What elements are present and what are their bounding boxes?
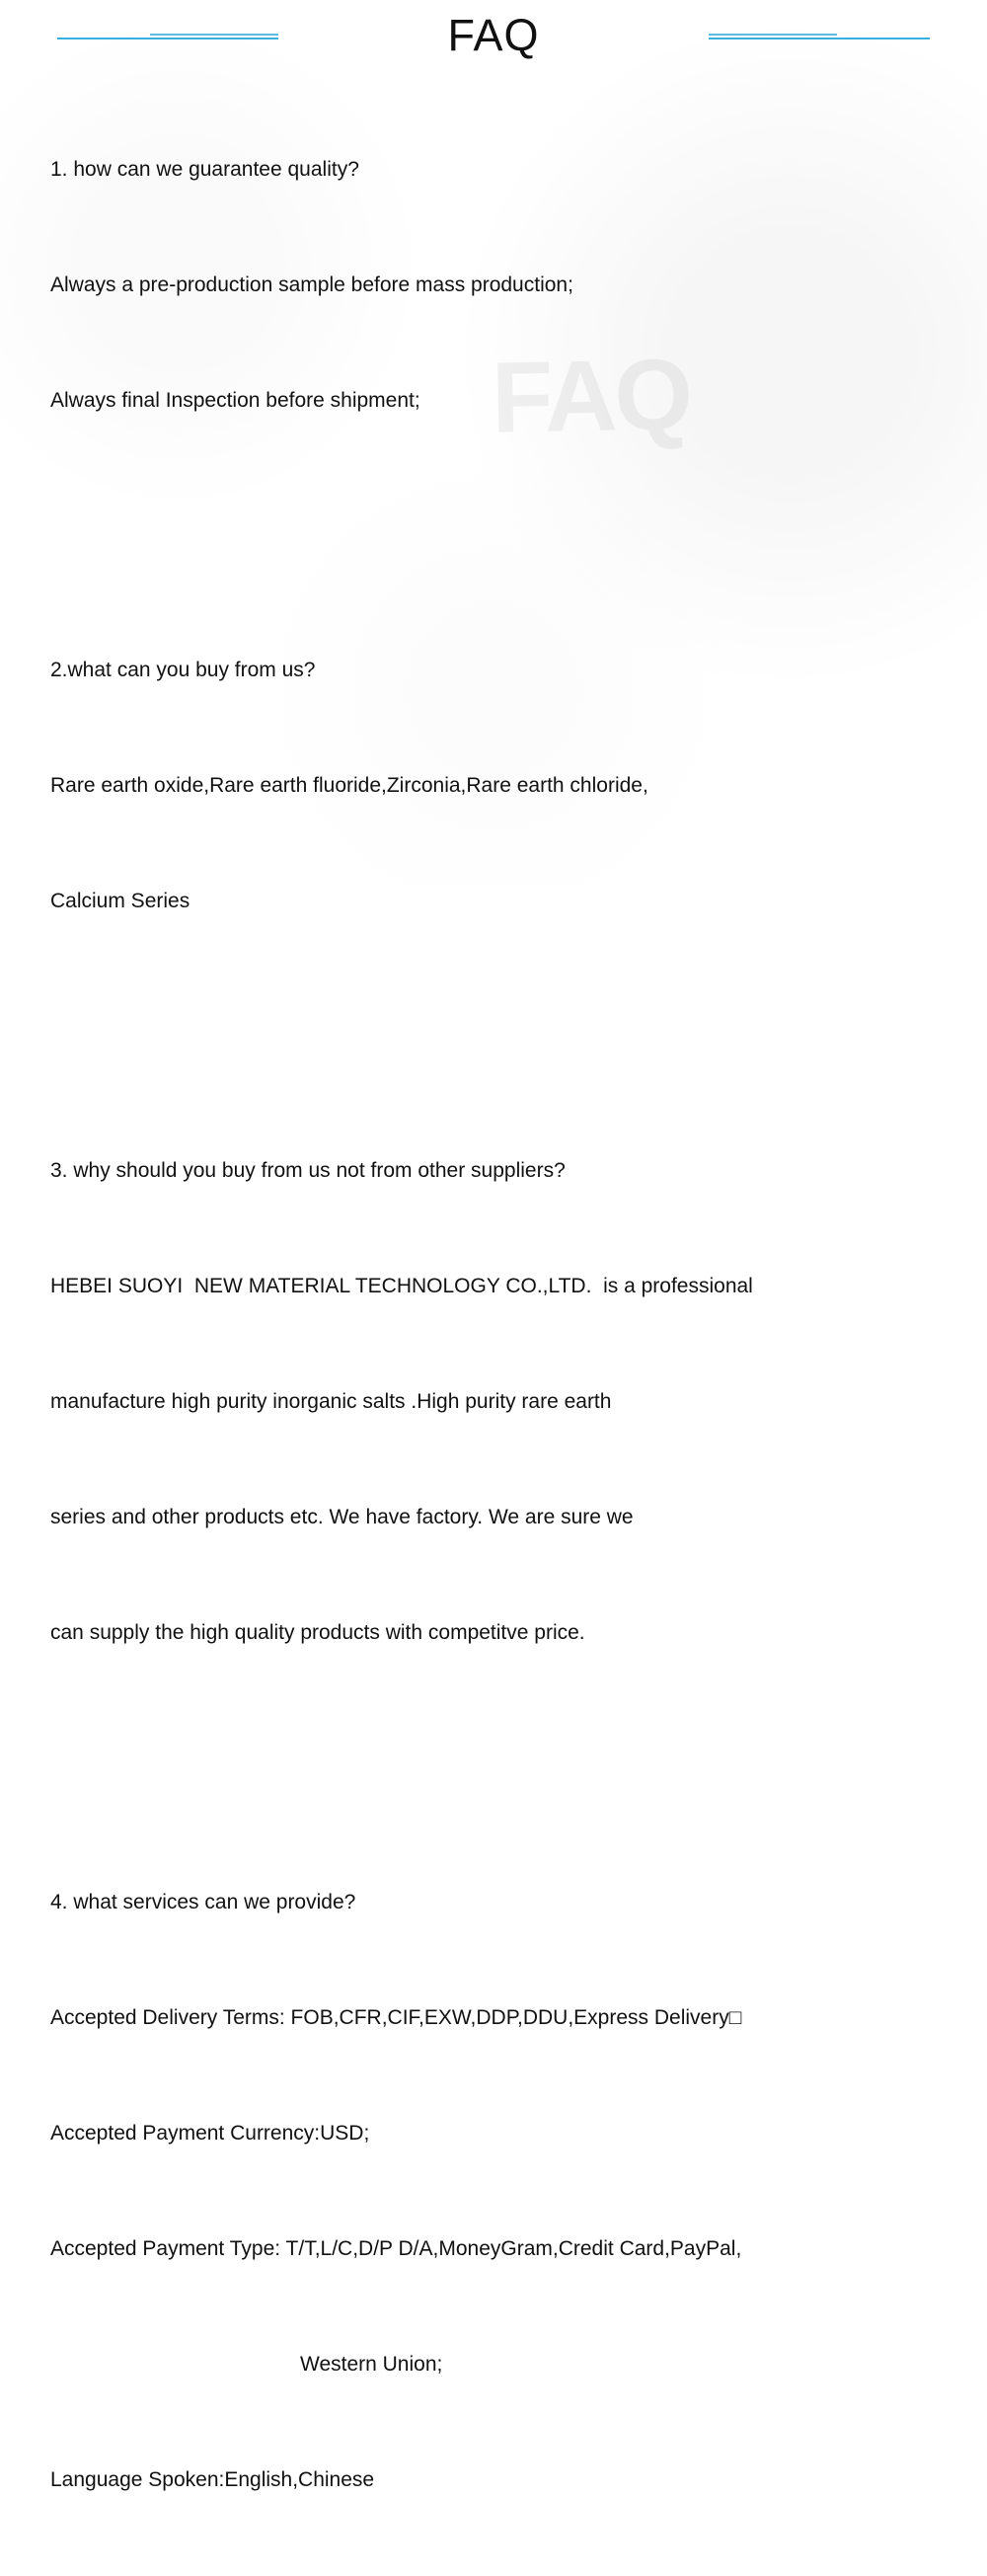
faq-spacer-3 <box>50 1729 948 1767</box>
faq-line-17: Accepted Payment Currency:USD; <box>50 2122 370 2145</box>
faq-spacer-2 <box>50 997 948 1036</box>
faq-line-19: Western Union; <box>300 2353 443 2376</box>
header-line-right-long <box>709 38 930 39</box>
faq-content <box>50 73 948 2576</box>
faq-line-10: HEBEI SUOYI NEW MATERIAL TECHNOLOGY CO.,LTD. is a professional <box>50 1275 753 1297</box>
faq-line-7: Calcium Series <box>50 890 190 912</box>
faq-line-13: can supply the high quality products with competitve price. <box>50 1621 585 1644</box>
faq-line-18: Accepted Payment Type: T/T,L/C,D/P D/A,MoneyGram,Credit Card,PayPal, <box>50 2237 742 2260</box>
faq-line-1: 1. how can we guarantee quality? <box>50 158 359 181</box>
faq-line-2: Always a pre-production sample before mass production; <box>50 273 573 296</box>
faq-line-9: 3. why should you buy from us not from other suppliers? <box>50 1159 566 1182</box>
page-title: FAQ <box>447 10 540 60</box>
faq-line-6: Rare earth oxide,Rare earth fluoride,Zirconia,Rare earth chloride, <box>50 774 648 797</box>
faq-line-11: manufacture high purity inorganic salts .High purity rare earth <box>50 1390 612 1413</box>
header-line-right-short <box>709 34 837 36</box>
faq-line-12: series and other products etc. We have factory. We are sure we <box>50 1506 634 1528</box>
header-line-right <box>709 32 930 41</box>
faq-line-16: Accepted Delivery Terms: FOB,CFR,CIF,EXW,DDP,DDU,Express Delivery□ <box>50 2006 742 2029</box>
faq-line-20: Language Spoken:English,Chinese <box>50 2468 375 2491</box>
faq-line-3: Always final Inspection before shipment; <box>50 389 420 412</box>
faq-line-15: 4. what services can we provide? <box>50 1891 356 1913</box>
faq-watermark: FAQ <box>491 338 691 454</box>
faq-spacer-1 <box>50 497 948 535</box>
faq-line-5: 2.what can you buy from us? <box>50 659 316 681</box>
